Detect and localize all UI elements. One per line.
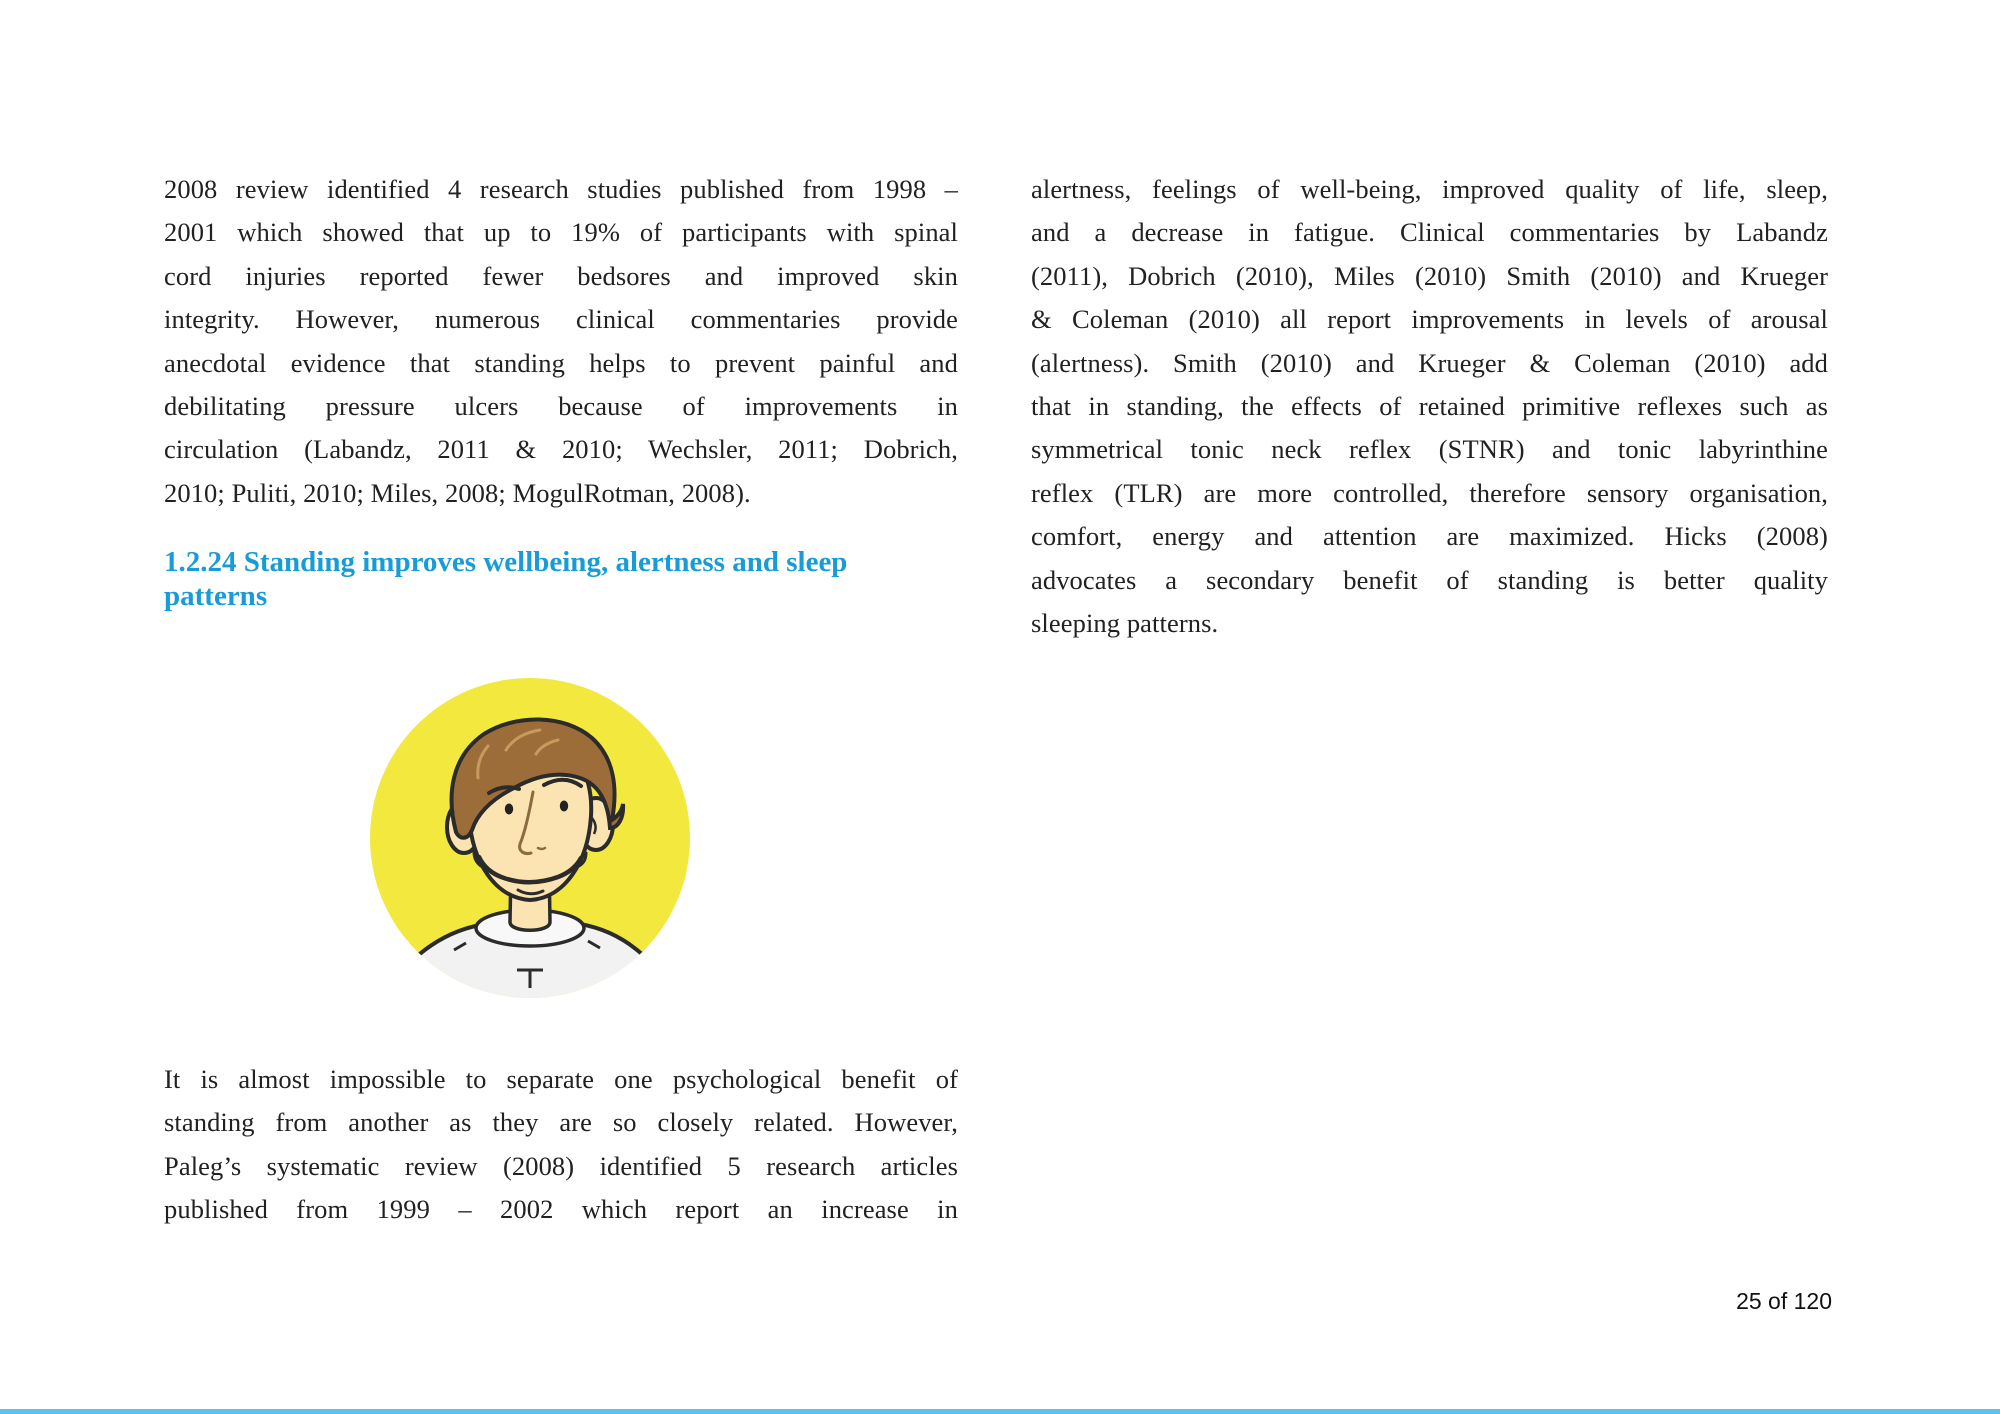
footer-accent-bar — [0, 1409, 2000, 1414]
paragraph-pressure-ulcers: 2008 review identified 4 research studies published from 1998 – 2001 which showed that up to 19% of participants with spinal cord injuries reported fewer bedsores and improved skin integrity. However, numerous clinical commentaries provide anecdotal evidence that standing helps to prevent painful and debilitating pressure ulcers because of improvements in circulation (Labandz, 2011 & 2010; Wechsler, 2011; Dobrich, 2010; Puliti, 2010; Miles, 2008; MogulRotman, 2008). — [164, 174, 958, 508]
page-number: 25 of 120 — [1736, 1288, 1832, 1314]
paragraph-alertness-wellbeing: alertness, feelings of well-being, improved quality of life, sleep, and a decrease in fatigue. Clinical commentaries by Labandz (2011), Dobrich (2010), Miles (2010) Smith (2010) and Krueger & Coleman (2010) all report improvements in levels of arousal (alertness). Smith (2010) and Krueger & Coleman (2010) add that in standing, the effects of retained primitive reflexes such as symmetrical tonic neck reflex (STNR) and tonic labyrinthine reflex (TLR) are more controlled, therefore sensory organisation, comfort, energy and attention are maximized. Hicks (2008) advocates a secondary benefit of standing is better quality sleeping patterns. — [1031, 174, 1828, 638]
smiling-man-illustration — [368, 676, 692, 1000]
section-heading-1-2-24: 1.2.24 Standing improves wellbeing, alertness and sleep patterns — [164, 546, 848, 612]
smiling-man-icon — [368, 676, 692, 1000]
paragraph-psychological-benefit: It is almost impossible to separate one psychological benefit of standing from another as they are so closely related. However, Paleg’s systematic review (2008) identified 5 research articles published from 1999 – 2002 which report an increase in — [164, 1064, 958, 1225]
